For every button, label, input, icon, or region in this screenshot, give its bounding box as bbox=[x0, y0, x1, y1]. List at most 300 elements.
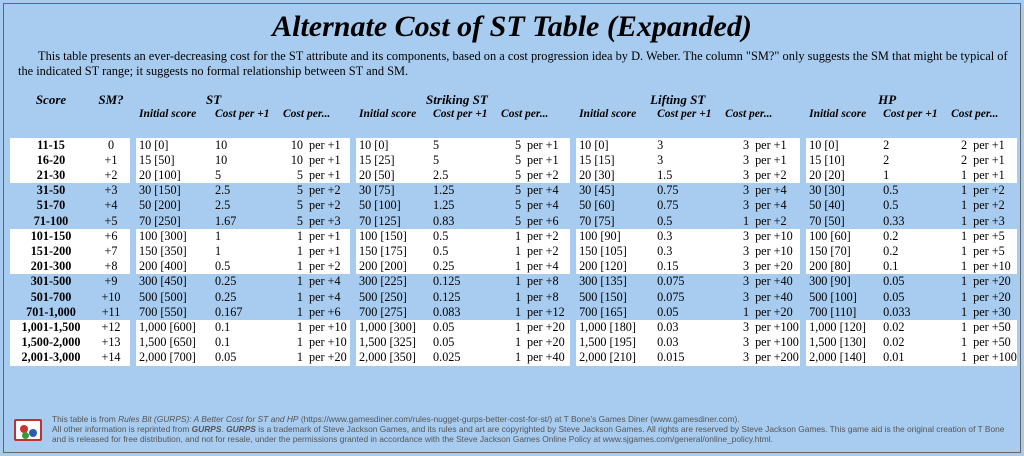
lf-cost-cell: 3 bbox=[654, 138, 722, 153]
cost-table bbox=[10, 92, 1017, 366]
st-per-cost-cell: 1 bbox=[280, 229, 306, 244]
lf-cost-cell: 0.05 bbox=[654, 305, 722, 320]
sk-per-step-cell: per +20 bbox=[524, 335, 570, 350]
hp-cost-cell: 0.05 bbox=[880, 290, 948, 305]
st-per-step-cell: per +1 bbox=[306, 138, 350, 153]
hp-cost-cell: 0.01 bbox=[880, 350, 948, 365]
st-group-header: ST bbox=[206, 92, 222, 107]
st-per-step-cell: per +1 bbox=[306, 153, 350, 168]
lf-per-cost-cell: 1 bbox=[722, 305, 752, 320]
sk-cost-cell: 0.05 bbox=[430, 335, 498, 350]
sk-per-step-cell: per +4 bbox=[524, 183, 570, 198]
lf-per-cost-cell: 3 bbox=[722, 335, 752, 350]
st-cost-cell: 0.167 bbox=[212, 305, 280, 320]
st-cost-header: Cost per +1 bbox=[215, 108, 270, 121]
sk-cost-cell: 0.125 bbox=[430, 274, 498, 289]
sk-per-cost-cell: 1 bbox=[498, 259, 524, 274]
st-per-cost-cell: 1 bbox=[280, 259, 306, 274]
score-cell: 11-15 bbox=[10, 138, 92, 153]
hp-per-step-cell: per +10 bbox=[970, 259, 1017, 274]
st-initial-cell: 2,000 [700] bbox=[136, 350, 212, 365]
sk-per-cost-cell: 5 bbox=[498, 198, 524, 213]
sk-initial-cell: 10 [0] bbox=[356, 138, 430, 153]
lf-per-cost-cell: 1 bbox=[722, 214, 752, 229]
table-row bbox=[10, 259, 1017, 274]
st-cost-cell: 0.1 bbox=[212, 335, 280, 350]
sk-cost-cell: 0.025 bbox=[430, 350, 498, 365]
score-cell: 201-300 bbox=[10, 259, 92, 274]
table-row bbox=[10, 229, 1017, 244]
lf-cost-cell: 0.015 bbox=[654, 350, 722, 365]
st-cost-cell: 2.5 bbox=[212, 183, 280, 198]
hp-cost-cell: 0.05 bbox=[880, 274, 948, 289]
sk-initial-cell: 500 [250] bbox=[356, 290, 430, 305]
st-initial-cell: 1,000 [600] bbox=[136, 320, 212, 335]
hp-initial-cell: 30 [30] bbox=[806, 183, 880, 198]
st-per-cost-cell: 5 bbox=[280, 198, 306, 213]
lf-cost-cell: 1.5 bbox=[654, 168, 722, 183]
table-row bbox=[10, 214, 1017, 229]
sk-cost-cell: 2.5 bbox=[430, 168, 498, 183]
lf-initial-cell: 150 [105] bbox=[576, 244, 654, 259]
sk-cost-cell: 0.25 bbox=[430, 259, 498, 274]
st-per-cost-cell: 5 bbox=[280, 168, 306, 183]
score-header: Score bbox=[35, 92, 67, 107]
st-per-cost-cell: 1 bbox=[280, 290, 306, 305]
hp-cost-cell: 0.33 bbox=[880, 214, 948, 229]
sk-initial-cell: 300 [225] bbox=[356, 274, 430, 289]
lf-per-step-cell: per +4 bbox=[752, 198, 800, 213]
st-per-cost-cell: 10 bbox=[280, 153, 306, 168]
st-per-cost-cell: 1 bbox=[280, 350, 306, 365]
sk-per-cost-cell: 1 bbox=[498, 320, 524, 335]
st-per-step-cell: per +6 bbox=[306, 305, 350, 320]
hp-per-step-cell: per +20 bbox=[970, 274, 1017, 289]
sk-per-cost-cell: 5 bbox=[498, 138, 524, 153]
st-per-step-cell: per +1 bbox=[306, 244, 350, 259]
lf-per-step-cell: per +20 bbox=[752, 259, 800, 274]
sk-per-step-cell: per +20 bbox=[524, 320, 570, 335]
sk-per-cost-cell: 1 bbox=[498, 305, 524, 320]
st-per-step-cell: per +4 bbox=[306, 290, 350, 305]
lf-per-step-cell: per +40 bbox=[752, 290, 800, 305]
table-row bbox=[10, 153, 1017, 168]
st-cost-cell: 0.25 bbox=[212, 290, 280, 305]
sk-cost-cell: 1.25 bbox=[430, 183, 498, 198]
sk-cost-cell: 1.25 bbox=[430, 198, 498, 213]
sm-cell: +12 bbox=[92, 320, 130, 335]
hp-per-step-cell: per +30 bbox=[970, 305, 1017, 320]
sk-per-step-cell: per +8 bbox=[524, 274, 570, 289]
table-row bbox=[10, 168, 1017, 183]
lf-per-cost-cell: 3 bbox=[722, 138, 752, 153]
footer-line-1: This table is from Rules Bit (GURPS): A Better Cost for ST and HP (https://www.gamesdiner.com/rules-nugget-gurps-better-cost-for-st/) at T Bone's Games Diner (www.gamesdiner.com). bbox=[52, 414, 740, 424]
st-initial-cell: 30 [150] bbox=[136, 183, 212, 198]
sk-per-step-cell: per +4 bbox=[524, 198, 570, 213]
st-initial-cell: 15 [50] bbox=[136, 153, 212, 168]
sm-cell: +4 bbox=[92, 198, 130, 213]
hp-cost-cell: 0.033 bbox=[880, 305, 948, 320]
lf-initial-cell: 15 [15] bbox=[576, 153, 654, 168]
sm-cell: +3 bbox=[92, 183, 130, 198]
lf-per-cost-cell: 3 bbox=[722, 259, 752, 274]
st-cost-cell: 10 bbox=[212, 138, 280, 153]
hp-initial-cell: 2,000 [140] bbox=[806, 350, 880, 365]
sm-header: SM? bbox=[98, 92, 124, 107]
hp-per-step-cell: per +3 bbox=[970, 214, 1017, 229]
sk-cost-cell: 0.5 bbox=[430, 244, 498, 259]
lf-initial-cell: 700 [165] bbox=[576, 305, 654, 320]
lf-per-step-cell: per +40 bbox=[752, 274, 800, 289]
hp-cost-cell: 2 bbox=[880, 138, 948, 153]
lf-cost-header: Cost per +1 bbox=[657, 108, 712, 121]
page-title: Alternate Cost of ST Table (Expanded) bbox=[272, 10, 752, 43]
st-per-cost-cell: 10 bbox=[280, 138, 306, 153]
score-cell: 1,500-2,000 bbox=[10, 335, 92, 350]
hp-per-cost-cell: 1 bbox=[948, 335, 970, 350]
st-cost-cell: 1 bbox=[212, 244, 280, 259]
score-cell: 501-700 bbox=[10, 290, 92, 305]
lf-per-cost-cell: 3 bbox=[722, 320, 752, 335]
sk-per-step-cell: per +1 bbox=[524, 138, 570, 153]
lf-cost-cell: 0.75 bbox=[654, 198, 722, 213]
sk-per-cost-cell: 5 bbox=[498, 214, 524, 229]
lf-cost-cell: 0.75 bbox=[654, 183, 722, 198]
hp-per-cost-cell: 1 bbox=[948, 214, 970, 229]
st-cost-cell: 0.5 bbox=[212, 259, 280, 274]
hp-per-step-cell: per +1 bbox=[970, 168, 1017, 183]
lf-initial-cell: 1,500 [195] bbox=[576, 335, 654, 350]
sk-initial-cell: 1,500 [325] bbox=[356, 335, 430, 350]
st-per-cost-cell: 1 bbox=[280, 244, 306, 259]
sk-per-step-cell: per +1 bbox=[524, 153, 570, 168]
sm-cell: +2 bbox=[92, 168, 130, 183]
score-cell: 701-1,000 bbox=[10, 305, 92, 320]
hp-per-step-cell: per +2 bbox=[970, 198, 1017, 213]
hp-per-step-cell: per +1 bbox=[970, 138, 1017, 153]
sk-per-cost-cell: 5 bbox=[498, 153, 524, 168]
lf-initial-cell: 20 [30] bbox=[576, 168, 654, 183]
hp-initial-cell: 1,500 [130] bbox=[806, 335, 880, 350]
st-per-step-cell: per +10 bbox=[306, 320, 350, 335]
score-cell: 1,001-1,500 bbox=[10, 320, 92, 335]
table-row bbox=[10, 244, 1017, 259]
lf-initial-cell: 30 [45] bbox=[576, 183, 654, 198]
st-initial-cell: 1,500 [650] bbox=[136, 335, 212, 350]
st-initial-cell: 500 [500] bbox=[136, 290, 212, 305]
st-per-step-cell: per +1 bbox=[306, 168, 350, 183]
st-per-cost-cell: 5 bbox=[280, 214, 306, 229]
lf-cost-cell: 0.15 bbox=[654, 259, 722, 274]
st-per-step-cell: per +10 bbox=[306, 335, 350, 350]
score-cell: 16-20 bbox=[10, 153, 92, 168]
table-row bbox=[10, 274, 1017, 289]
lf-per-step-cell: per +4 bbox=[752, 183, 800, 198]
score-cell: 2,001-3,000 bbox=[10, 350, 92, 365]
hp-initial-cell: 300 [90] bbox=[806, 274, 880, 289]
st-cost-cell: 2.5 bbox=[212, 198, 280, 213]
hp-initial-cell: 500 [100] bbox=[806, 290, 880, 305]
hp-initial-header: Initial score bbox=[809, 108, 867, 121]
st-per-step-cell: per +2 bbox=[306, 198, 350, 213]
lf-cost-cell: 3 bbox=[654, 153, 722, 168]
lf-initial-cell: 2,000 [210] bbox=[576, 350, 654, 365]
sm-cell: +1 bbox=[92, 153, 130, 168]
sk-costper-header: Cost per... bbox=[501, 108, 549, 121]
hp-per-cost-cell: 1 bbox=[948, 259, 970, 274]
sm-cell: +14 bbox=[92, 350, 130, 365]
lf-initial-cell: 70 [75] bbox=[576, 214, 654, 229]
hp-per-cost-cell: 1 bbox=[948, 320, 970, 335]
lf-initial-cell: 1,000 [180] bbox=[576, 320, 654, 335]
hp-initial-cell: 15 [10] bbox=[806, 153, 880, 168]
hp-cost-cell: 2 bbox=[880, 153, 948, 168]
st-initial-cell: 100 [300] bbox=[136, 229, 212, 244]
hp-per-cost-cell: 1 bbox=[948, 290, 970, 305]
hp-per-step-cell: per +50 bbox=[970, 335, 1017, 350]
sk-initial-cell: 200 [200] bbox=[356, 259, 430, 274]
hp-per-step-cell: per +20 bbox=[970, 290, 1017, 305]
sk-per-step-cell: per +40 bbox=[524, 350, 570, 365]
sk-per-step-cell: per +2 bbox=[524, 229, 570, 244]
sm-cell: +9 bbox=[92, 274, 130, 289]
table-row bbox=[10, 138, 1017, 153]
hp-initial-cell: 70 [50] bbox=[806, 214, 880, 229]
sm-cell: +13 bbox=[92, 335, 130, 350]
lf-per-step-cell: per +2 bbox=[752, 168, 800, 183]
st-cost-cell: 1 bbox=[212, 229, 280, 244]
group-header-row bbox=[10, 92, 1017, 107]
hp-cost-cell: 0.1 bbox=[880, 259, 948, 274]
sm-cell: +5 bbox=[92, 214, 130, 229]
hp-per-cost-cell: 2 bbox=[948, 138, 970, 153]
st-cost-cell: 0.05 bbox=[212, 350, 280, 365]
sm-cell: 0 bbox=[92, 138, 130, 153]
sk-cost-cell: 0.83 bbox=[430, 214, 498, 229]
sm-cell: +7 bbox=[92, 244, 130, 259]
lf-per-cost-cell: 3 bbox=[722, 153, 752, 168]
sk-initial-cell: 100 [150] bbox=[356, 229, 430, 244]
st-initial-cell: 50 [200] bbox=[136, 198, 212, 213]
table-row bbox=[10, 335, 1017, 350]
st-per-cost-cell: 1 bbox=[280, 305, 306, 320]
table-row bbox=[10, 320, 1017, 335]
hp-per-step-cell: per +2 bbox=[970, 183, 1017, 198]
st-per-step-cell: per +2 bbox=[306, 183, 350, 198]
lf-per-step-cell: per +10 bbox=[752, 229, 800, 244]
st-per-step-cell: per +3 bbox=[306, 214, 350, 229]
st-per-cost-cell: 1 bbox=[280, 335, 306, 350]
lf-per-step-cell: per +10 bbox=[752, 244, 800, 259]
sm-cell: +6 bbox=[92, 229, 130, 244]
lf-per-cost-cell: 3 bbox=[722, 244, 752, 259]
lf-per-step-cell: per +100 bbox=[752, 335, 800, 350]
hp-group-header: HP bbox=[878, 92, 897, 107]
sk-per-step-cell: per +8 bbox=[524, 290, 570, 305]
sk-initial-header: Initial score bbox=[359, 108, 417, 121]
games-diner-logo bbox=[14, 419, 42, 441]
score-cell: 101-150 bbox=[10, 229, 92, 244]
hp-per-step-cell: per +5 bbox=[970, 244, 1017, 259]
st-per-cost-cell: 1 bbox=[280, 274, 306, 289]
hp-per-step-cell: per +50 bbox=[970, 320, 1017, 335]
st-initial-cell: 700 [550] bbox=[136, 305, 212, 320]
lf-per-cost-cell: 3 bbox=[722, 274, 752, 289]
hp-cost-cell: 0.5 bbox=[880, 198, 948, 213]
sk-initial-cell: 1,000 [300] bbox=[356, 320, 430, 335]
sk-per-cost-cell: 1 bbox=[498, 335, 524, 350]
hp-per-cost-cell: 1 bbox=[948, 244, 970, 259]
lf-per-cost-cell: 3 bbox=[722, 290, 752, 305]
hp-costper-header: Cost per... bbox=[951, 108, 999, 121]
sk-initial-cell: 20 [50] bbox=[356, 168, 430, 183]
st-initial-cell: 200 [400] bbox=[136, 259, 212, 274]
hp-initial-cell: 700 [110] bbox=[806, 305, 880, 320]
lf-per-step-cell: per +1 bbox=[752, 138, 800, 153]
hp-cost-cell: 1 bbox=[880, 168, 948, 183]
score-cell: 71-100 bbox=[10, 214, 92, 229]
hp-initial-cell: 100 [60] bbox=[806, 229, 880, 244]
hp-per-step-cell: per +100 bbox=[970, 350, 1017, 365]
hp-initial-cell: 20 [20] bbox=[806, 168, 880, 183]
lf-costper-header: Cost per... bbox=[725, 108, 773, 121]
sm-cell: +10 bbox=[92, 290, 130, 305]
st-per-cost-cell: 1 bbox=[280, 320, 306, 335]
sk-initial-cell: 15 [25] bbox=[356, 153, 430, 168]
lf-per-cost-cell: 3 bbox=[722, 183, 752, 198]
sm-cell: +8 bbox=[92, 259, 130, 274]
st-initial-cell: 300 [450] bbox=[136, 274, 212, 289]
lf-cost-cell: 0.3 bbox=[654, 229, 722, 244]
hp-per-cost-cell: 1 bbox=[948, 183, 970, 198]
score-cell: 51-70 bbox=[10, 198, 92, 213]
sk-initial-cell: 2,000 [350] bbox=[356, 350, 430, 365]
sk-initial-cell: 70 [125] bbox=[356, 214, 430, 229]
st-cost-cell: 0.1 bbox=[212, 320, 280, 335]
lf-per-cost-cell: 3 bbox=[722, 350, 752, 365]
sk-per-step-cell: per +6 bbox=[524, 214, 570, 229]
st-initial-cell: 20 [100] bbox=[136, 168, 212, 183]
lf-cost-cell: 0.03 bbox=[654, 335, 722, 350]
sk-cost-cell: 0.05 bbox=[430, 320, 498, 335]
logo-dot-green bbox=[22, 432, 29, 439]
sk-cost-cell: 0.5 bbox=[430, 229, 498, 244]
table-row bbox=[10, 183, 1017, 198]
intro-paragraph: This table presents an ever-decreasing cost for the ST attribute and its components, based on a cost progression idea by D. Weber. The column "SM?" only suggests the SM that might be typical of the indicated ST range; it suggests no formal relationship between ST and SM. bbox=[18, 49, 1008, 78]
table-row bbox=[10, 305, 1017, 320]
st-cost-cell: 0.25 bbox=[212, 274, 280, 289]
hp-initial-cell: 200 [80] bbox=[806, 259, 880, 274]
st-per-step-cell: per +4 bbox=[306, 274, 350, 289]
lf-cost-cell: 0.075 bbox=[654, 274, 722, 289]
sk-initial-cell: 30 [75] bbox=[356, 183, 430, 198]
sk-per-cost-cell: 1 bbox=[498, 290, 524, 305]
lf-per-step-cell: per +2 bbox=[752, 214, 800, 229]
sk-initial-cell: 700 [275] bbox=[356, 305, 430, 320]
sk-per-cost-cell: 1 bbox=[498, 229, 524, 244]
sk-cost-header: Cost per +1 bbox=[433, 108, 488, 121]
sk-per-cost-cell: 1 bbox=[498, 244, 524, 259]
hp-per-cost-cell: 2 bbox=[948, 153, 970, 168]
sk-cost-cell: 0.083 bbox=[430, 305, 498, 320]
table-row bbox=[10, 290, 1017, 305]
sk-per-step-cell: per +2 bbox=[524, 244, 570, 259]
st-cost-cell: 10 bbox=[212, 153, 280, 168]
lf-per-cost-cell: 3 bbox=[722, 168, 752, 183]
sk-per-step-cell: per +12 bbox=[524, 305, 570, 320]
hp-per-cost-cell: 1 bbox=[948, 229, 970, 244]
sk-cost-cell: 5 bbox=[430, 153, 498, 168]
hp-cost-cell: 0.2 bbox=[880, 244, 948, 259]
sk-per-cost-cell: 5 bbox=[498, 168, 524, 183]
sk-initial-cell: 150 [175] bbox=[356, 244, 430, 259]
lf-cost-cell: 0.03 bbox=[654, 320, 722, 335]
st-initial-cell: 70 [250] bbox=[136, 214, 212, 229]
hp-initial-cell: 150 [70] bbox=[806, 244, 880, 259]
sk-per-cost-cell: 5 bbox=[498, 183, 524, 198]
hp-per-cost-cell: 1 bbox=[948, 350, 970, 365]
lf-per-step-cell: per +1 bbox=[752, 153, 800, 168]
st-per-step-cell: per +2 bbox=[306, 259, 350, 274]
lf-per-step-cell: per +200 bbox=[752, 350, 800, 365]
lf-initial-cell: 10 [0] bbox=[576, 138, 654, 153]
st-per-step-cell: per +20 bbox=[306, 350, 350, 365]
st-per-cost-cell: 5 bbox=[280, 183, 306, 198]
lifting-st-group-header: Lifting ST bbox=[650, 92, 706, 107]
hp-cost-cell: 0.02 bbox=[880, 335, 948, 350]
lf-initial-cell: 200 [120] bbox=[576, 259, 654, 274]
lf-per-step-cell: per +20 bbox=[752, 305, 800, 320]
hp-per-step-cell: per +5 bbox=[970, 229, 1017, 244]
striking-st-group-header: Striking ST bbox=[426, 92, 488, 107]
st-costper-header: Cost per... bbox=[283, 108, 331, 121]
sk-per-step-cell: per +2 bbox=[524, 168, 570, 183]
sk-cost-cell: 0.125 bbox=[430, 290, 498, 305]
score-cell: 31-50 bbox=[10, 183, 92, 198]
lf-cost-cell: 0.3 bbox=[654, 244, 722, 259]
hp-per-cost-cell: 1 bbox=[948, 305, 970, 320]
lf-per-cost-cell: 3 bbox=[722, 229, 752, 244]
hp-per-cost-cell: 1 bbox=[948, 198, 970, 213]
hp-cost-cell: 0.2 bbox=[880, 229, 948, 244]
lf-per-step-cell: per +100 bbox=[752, 320, 800, 335]
hp-initial-cell: 10 [0] bbox=[806, 138, 880, 153]
table-row bbox=[10, 350, 1017, 365]
sk-cost-cell: 5 bbox=[430, 138, 498, 153]
lf-initial-cell: 100 [90] bbox=[576, 229, 654, 244]
hp-initial-cell: 1,000 [120] bbox=[806, 320, 880, 335]
sk-per-cost-cell: 1 bbox=[498, 274, 524, 289]
st-initial-cell: 10 [0] bbox=[136, 138, 212, 153]
lf-initial-cell: 50 [60] bbox=[576, 198, 654, 213]
st-initial-header: Initial score bbox=[139, 108, 197, 121]
sk-initial-cell: 50 [100] bbox=[356, 198, 430, 213]
st-cost-cell: 1.67 bbox=[212, 214, 280, 229]
table-row bbox=[10, 198, 1017, 213]
logo-dot-blue bbox=[29, 429, 37, 437]
lf-initial-cell: 300 [135] bbox=[576, 274, 654, 289]
score-cell: 151-200 bbox=[10, 244, 92, 259]
hp-per-step-cell: per +1 bbox=[970, 153, 1017, 168]
hp-per-cost-cell: 1 bbox=[948, 168, 970, 183]
lf-initial-cell: 500 [150] bbox=[576, 290, 654, 305]
sm-cell: +11 bbox=[92, 305, 130, 320]
hp-cost-header: Cost per +1 bbox=[883, 108, 938, 121]
score-cell: 21-30 bbox=[10, 168, 92, 183]
footer-line-2: All other information is reprinted from GURPS. GURPS is a trademark of Steve Jackson Games, and its rules and art are copyrighted by Steve Jackson Games. All rights are reserved by Steve Jackson Games. This game aid is the original creation of T Bone bbox=[52, 424, 1005, 434]
lf-cost-cell: 0.075 bbox=[654, 290, 722, 305]
st-initial-cell: 150 [350] bbox=[136, 244, 212, 259]
